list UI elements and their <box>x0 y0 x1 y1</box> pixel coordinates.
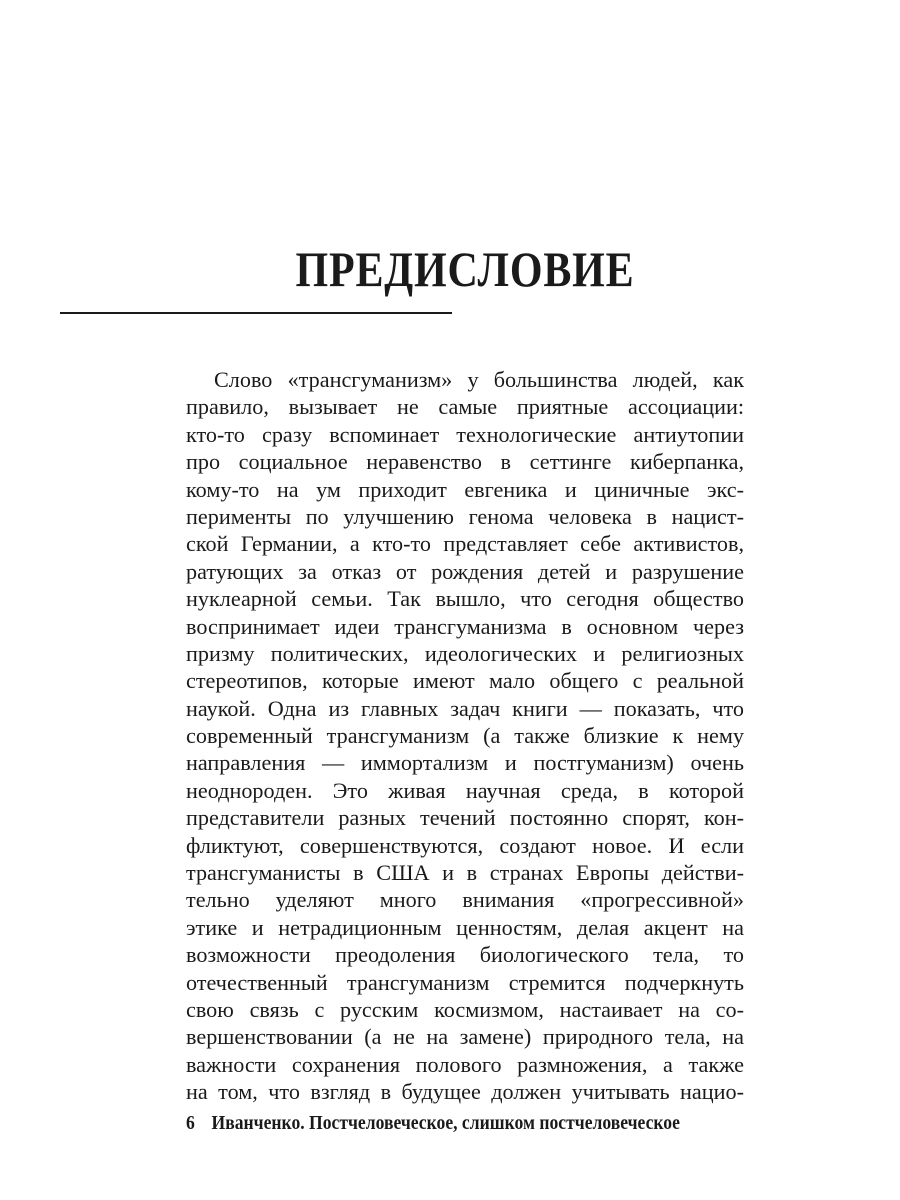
text-line: нуклеарной семьи. Так вышло, что сегодня общество <box>186 586 744 612</box>
chapter-title: ПРЕДИСЛОВИЕ <box>295 241 635 297</box>
text-line: современный трансгуманизм (а также близкие к нему <box>186 723 744 749</box>
text-line: наукой. Одна из главных задач книги — показать, что <box>186 695 744 721</box>
text-line: воспринимает идеи трансгуманизма в основном через <box>186 613 744 639</box>
title-divider <box>60 312 452 314</box>
text-line: призму политических, идеологических и религиозных <box>186 640 744 666</box>
text-line: на том, что взгляд в будущее должен учитывать нацио- <box>186 1079 744 1105</box>
text-line: фликтуют, совершенствуются, создают новое. И если <box>186 832 744 858</box>
page-number: 6 <box>186 1112 195 1134</box>
text-line: этике и нетрадиционным ценностям, делая акцент на <box>186 914 744 940</box>
running-title: Иванченко. Постчеловеческое, слишком постчеловеческое <box>211 1112 680 1134</box>
text-line: представители разных течений постоянно спорят, кон- <box>186 805 744 831</box>
text-line: перименты по улучшению генома человека в нацист- <box>186 503 744 529</box>
text-line: кто-то сразу вспоминает технологические антиутопии <box>186 421 744 447</box>
text-line: неоднороден. Это живая научная среда, в которой <box>186 777 744 803</box>
text-line: Слово «трансгуманизм» у большинства людей, как <box>214 367 744 392</box>
text-line: стереотипов, которые имеют мало общего с реальной <box>186 668 744 694</box>
text-line: ратующих за отказ от рождения детей и разрушение <box>186 558 744 584</box>
text-line: трансгуманисты в США и в странах Европы действи- <box>186 860 744 886</box>
text-line: важности сохранения полового размножения, а также <box>186 1051 744 1077</box>
text-line: отечественный трансгуманизм стремится подчеркнуть <box>186 969 744 995</box>
text-line: возможности преодоления биологического тела, то <box>186 942 744 968</box>
text-line: тельно уделяют много внимания «прогрессивной» <box>186 887 744 913</box>
page-footer <box>186 1112 680 1135</box>
text-line: ской Германии, а кто-то представляет себе активистов, <box>186 531 744 557</box>
text-line: правило, вызывает не самые приятные ассоциации: <box>186 394 744 420</box>
text-line: вершенствовании (а не на замене) природного тела, на <box>186 1024 744 1050</box>
text-line: свою связь с русским космизмом, настаивает на со- <box>186 996 744 1022</box>
text-line: про социальное неравенство в сеттинге киберпанка, <box>186 449 744 475</box>
text-line: направления — иммортализм и постгуманизм) очень <box>186 750 744 776</box>
body-text <box>186 366 744 1106</box>
text-line: кому-то на ум приходит евгеника и циничные экс- <box>186 476 744 502</box>
